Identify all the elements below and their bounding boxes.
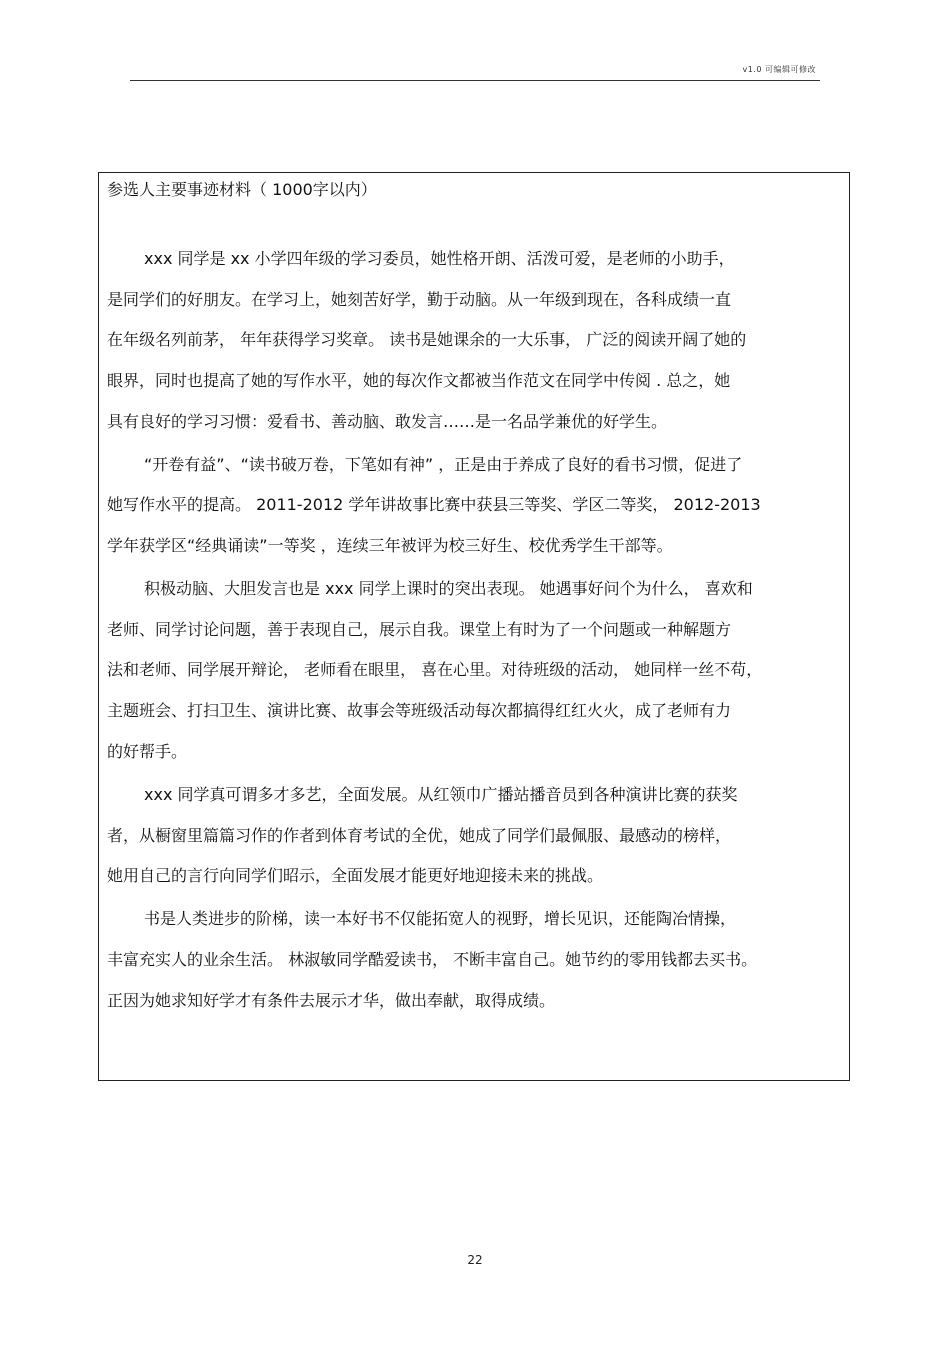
paragraph-line: 正因为她求知好学才有条件去展示才华，做出奉献，取得成绩。 <box>107 991 556 1010</box>
deeds-material-box <box>98 172 850 1081</box>
version-note: v1.0 可编辑可修改 <box>742 65 816 74</box>
box-title: 参选人主要事迹材料（ 1000字以内） <box>107 180 377 199</box>
paragraph-line: 她用自己的言行向同学们昭示，全面发展才能更好地迎接未来的挑战。 <box>107 866 604 885</box>
paragraph-line: 学年获学区“经典诵读”一等奖 ，连续三年被评为校三好生、校优秀学生干部等。 <box>107 536 673 555</box>
paragraph-line: xxx 同学是 xx 小学四年级的学习委员，她性格开朗、活泼可爱，是老师的小助手， <box>144 249 735 268</box>
paragraph-line: 在年级名列前茅， 年年获得学习奖章。 读书是她课余的一大乐事， 广泛的阅读开阔了她的 <box>107 330 747 349</box>
paragraph-line: 法和老师、同学展开辩论， 老师看在眼里， 喜在心里。对待班级的活动， 她同样一丝不苟， <box>107 660 763 679</box>
page-number: 22 <box>467 1253 483 1267</box>
paragraph-line: 她写作水平的提高。 2011-2012 学年讲故事比赛中获县三等奖、学区二等奖， 2012-2013 <box>107 495 761 514</box>
paragraph-line: 是同学们的好朋友。在学习上，她刻苦好学，勤于动脑。从一年级到现在，各科成绩一直 <box>107 290 732 309</box>
paragraph-line: 积极动脑、大胆发言也是 xxx 同学上课时的突出表现。 她遇事好问个为什么， 喜欢和 <box>144 579 753 598</box>
header-divider <box>130 80 820 81</box>
paragraph-line: xxx 同学真可谓多才多艺，全面发展。从红领巾广播站播音员到各种演讲比赛的获奖 <box>144 785 738 804</box>
paragraph-line: 书是人类进步的阶梯，读一本好书不仅能拓宽人的视野，增长见识，还能陶冶情操， <box>144 909 737 928</box>
paragraph-line: 的好帮手。 <box>107 742 188 761</box>
paragraph-line: 老师、同学讨论问题，善于表现自己，展示自我。课堂上有时为了一个问题或一种解题方 <box>107 620 732 639</box>
paragraph-line: 具有良好的学习习惯：爱看书、善动脑、敢发言……是一名品学兼优的好学生。 <box>107 412 668 431</box>
paragraph-line: 者，从橱窗里篇篇习作的作者到体育考试的全优，她成了同学们最佩服、最感动的榜样， <box>107 826 732 845</box>
paragraph-line: “开卷有益”、“读书破万卷，下笔如有神” ，正是由于养成了良好的看书习惯，促进了 <box>144 455 743 474</box>
paragraph-line: 丰富充实人的业余生活。 林淑敏同学酷爱读书， 不断丰富自己。她节约的零用钱都去买书。 <box>107 950 758 969</box>
paragraph-line: 眼界，同时也提高了她的写作水平，她的每次作文都被当作范文在同学中传阅 . 总之，她 <box>107 371 731 390</box>
paragraph-line: 主题班会、打扫卫生、演讲比赛、故事会等班级活动每次都搞得红红火火，成了老师有力 <box>107 701 732 720</box>
